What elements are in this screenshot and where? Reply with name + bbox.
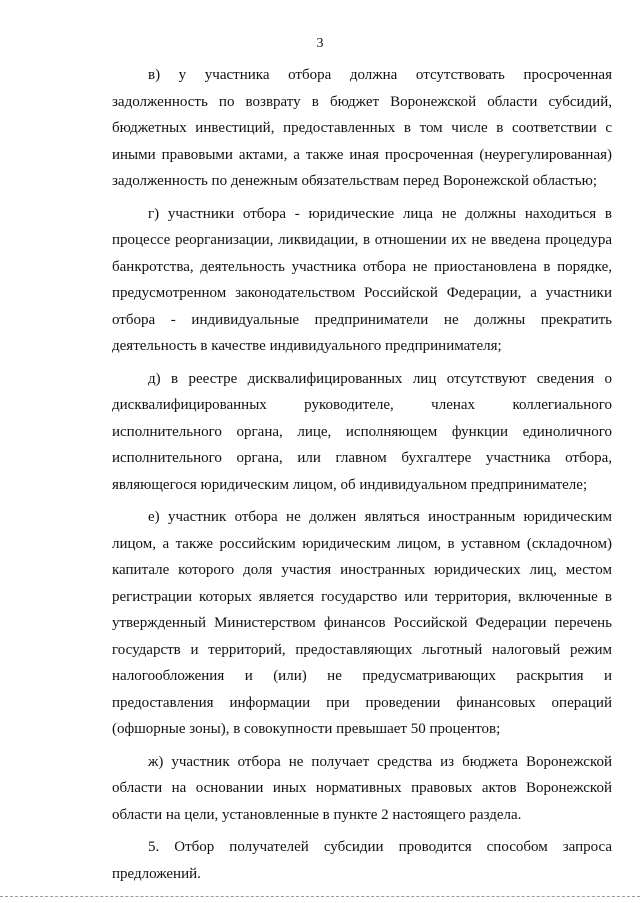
page-number: 3 [316, 36, 324, 51]
paragraph-e: е) участник отбора не должен являться иностранным юридическим лицом, а также российским юридическим лицом, в уставном (складочном) капитале которого доля участия иностранных юридических лиц, местом регистрации которых является государство или территория, включенные в утвержденный Министерством финансов Российской Федерации перечень государств и территорий, предоставляющих льготный налоговый режим налогообложения и (или) не предусматривающих раскрытия и предоставления информации при проведении финансовых операций (офшорные зоны), в совокупности превышает 50 процентов; [112, 509, 612, 737]
paragraph-g: г) участники отбора - юридические лица не должны находиться в процессе реорганизации, ликвидации, в отношении их не введена процедура банкротства, деятельность участника отбора не приостановлена в порядке, предусмотренном законодательством Российской Федерации, а участники отбора - индивидуальные предприниматели не должны прекратить деятельность в качестве индивидуального предпринимателя; [112, 205, 612, 354]
paragraph-zh: ж) участник отбора не получает средства из бюджета Воронежской области на основании иных нормативных правовых актов Воронежской области на цели, установленные в пункте 2 настоящего раздела. [112, 753, 612, 823]
paragraph-item-5: 5. Отбор получателей субсидии проводится способом запроса предложений. [112, 839, 612, 882]
paragraph-d: д) в реестре дисквалифицированных лиц отсутствуют сведения о дисквалифицированных руководителе, членах коллегиального исполнительного органа, лице, исполняющем функции единоличного исполнительного органа, или главном бухгалтере участника отбора, являющегося юридическим лицом, об индивидуальном предпринимателе; [112, 370, 612, 493]
page-bottom-edge [0, 896, 640, 897]
document-body [112, 62, 612, 887]
paragraph-v: в) у участника отбора должна отсутствовать просроченная задолженность по возврату в бюджет Воронежской области субсидий, бюджетных инвестиций, предоставленных в том числе в соответствии с иными правовыми актами, а также иная просроченная (неурегулированная) задолженность по денежным обязательствам перед Воронежской областью; [112, 67, 612, 189]
